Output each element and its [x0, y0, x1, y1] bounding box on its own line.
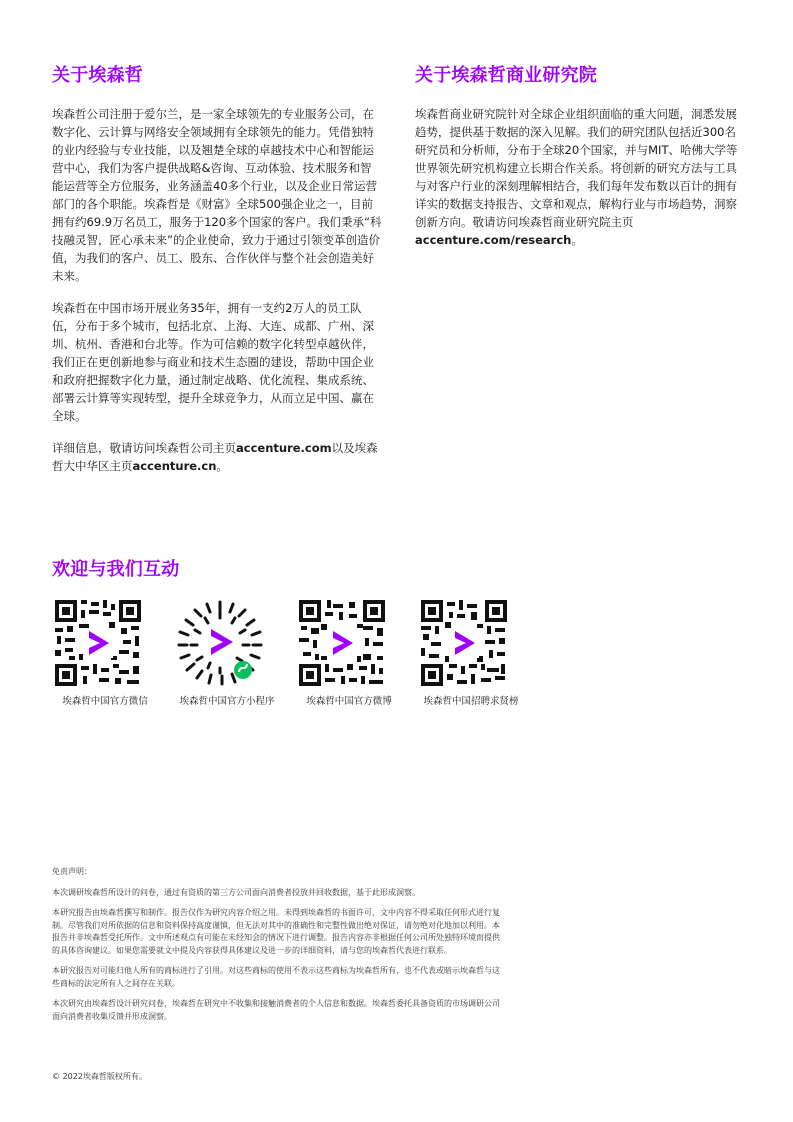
research-title: 关于埃森哲商业研究院 [415, 65, 597, 86]
accenture-research-link[interactable]: accenture.com/research [415, 233, 572, 247]
accenture-com-link[interactable]: accenture.com [236, 441, 332, 455]
research-suffix: 。 [571, 233, 583, 247]
qr-code-icon [53, 598, 143, 688]
qr-label-recruit: 埃森哲中国招聘求贤榜 [423, 696, 519, 707]
about-p3-prefix: 详细信息，敬请访问埃森哲公司主页 [52, 441, 236, 455]
qr-label-weibo: 埃森哲中国官方微博 [306, 696, 392, 707]
disclaimer-title: 免责声明： [52, 867, 92, 876]
about-body [52, 105, 382, 489]
about-title: 关于埃森哲 [52, 65, 143, 86]
about-paragraph-2: 埃森哲在中国市场开展业务35年，拥有一支约2万人的员工队伍，分布于多个城市，包括北京、上海、大连、成都、广州、深圳、杭州、香港和台北等。作为可信赖的数字化转型卓越伙伴，我们正在更创新地参与商业和技术生态圈的建设，帮助中国企业和政府把握数字化力量，通过制定战略、优化流程、集成系统、部署云计算等实现转型，提升全球竞争力，从而立足中国、赢在全球。 [52, 301, 374, 423]
about-paragraph-1: 埃森哲公司注册于爱尔兰，是一家全球领先的专业服务公司，在数字化、云计算与网络安全领域拥有全球领先的能力。凭借独特的业内经验与专业技能，以及翘楚全球的卓越技术中心和智能运营中心，我们为客户提供战略&咨询、互动体验、技术服务和智能运营等全方位服务，业务涵盖40多个行业，以及企业日常运营部门的各个职能。埃森哲是《财富》全球500强企业之一，目前拥有约69.9万名员工，服务于120多个国家的客户。我们秉承“科技融灵智，匠心承未来”的企业使命，致力于通过引领变革创造价值，为我们的客户、员工、股东、合作伙伴与整个社会创造美好未来。 [52, 107, 382, 283]
mini-program-code-icon [175, 598, 265, 688]
copyright: © 2022埃森哲版权所有。 [52, 1072, 147, 1081]
qr-label-wechat: 埃森哲中国官方微信 [62, 696, 148, 707]
disclaimer-paragraph-1: 本次调研埃森哲所设计的问卷，通过有资质的第三方公司面向消费者投放并回收数据，基于此形成洞察。 [52, 887, 420, 897]
research-text: 埃森哲商业研究院针对全球企业组织面临的重大问题，洞悉发展趋势，提供基于数据的深入见解。我们的研究团队包括近300名研究员和分析师，分布于全球20个国家，并与MIT、哈佛大学等世界领先研究机构建立长期合作关系。将创新的研究方法与工具与对客户行业的深刻理解相结合，我们每年发布数以百计的拥有详实的数据支持报告、文章和观点，解构行业与市场趋势，洞察创新方向。敬请访问埃森哲商业研究院主页 [415, 107, 738, 229]
research-body [415, 105, 745, 263]
about-paragraph-3 [52, 439, 382, 475]
qr-label-mini-program: 埃森哲中国官方小程序 [179, 696, 275, 707]
disclaimer-paragraph-3: 本研究报告对可能归他人所有的商标进行了引用。对这些商标的使用不表示这些商标为埃森哲所有，也不代表或暗示埃森哲与这些商标的法定所有人之间存在关联。 [52, 966, 500, 988]
interact-title: 欢迎与我们互动 [52, 559, 180, 580]
about-p3-mid: 以及埃森哲大中华区主页 [52, 441, 378, 473]
disclaimer-paragraph-2: 本研究报告由埃森哲撰写和制作。报告仅作为研究内容介绍之用。未得到埃森哲的书面许可，文中内容不得采取任何形式进行复制。尽管我们对所依据的信息和资料保持高度谨慎，但无法对其中的准确性和完整性做出绝对保证，请勿绝对化地加以利用。本报告并非埃森哲受托所作。文中所述观点有可能在未经知会的情况下进行调整。报告内容亦非根据任何公司所处独特环境而提供的具体咨询建议。如果您需要就文中提及内容获得具体建议及进一步的详细资料，请与您的埃森哲代表进行联系。 [52, 908, 500, 955]
disclaimer [52, 866, 504, 1031]
accenture-cn-link[interactable]: accenture.cn [132, 459, 217, 473]
qr-code-icon [297, 598, 387, 688]
qr-code-icon [419, 598, 509, 688]
qr-code-row [47, 594, 517, 714]
disclaimer-paragraph-4: 本次研究由埃森哲设计研究问卷，埃森哲在研究中不收集和接触消费者的个人信息和数据。埃森哲委托具备资质的市场调研公司面向消费者收集反馈并形成洞察。 [52, 999, 500, 1021]
research-paragraph [415, 105, 745, 249]
about-p3-suffix: 。 [216, 459, 228, 473]
